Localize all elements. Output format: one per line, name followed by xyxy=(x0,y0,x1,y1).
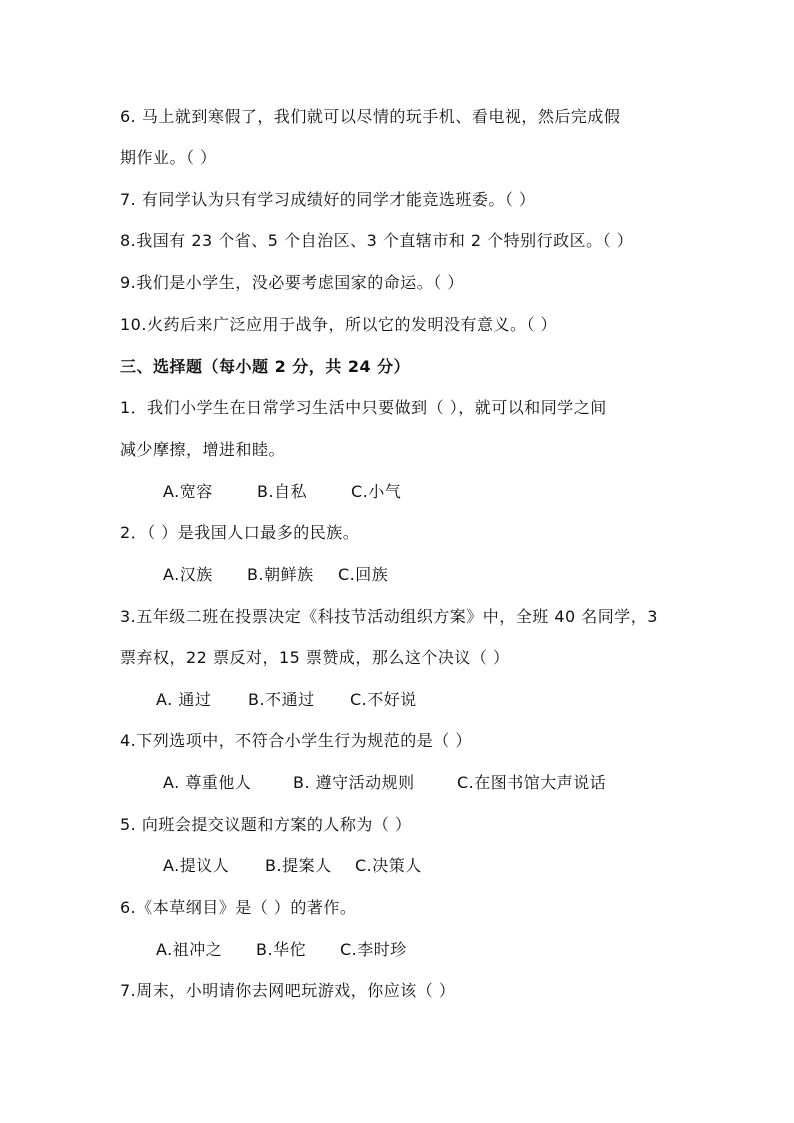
option-a: A. 通过 xyxy=(156,690,212,709)
option-a: A.祖冲之 xyxy=(156,940,223,959)
option-b: B.不通过 xyxy=(248,690,315,709)
option-b: B.自私 xyxy=(257,482,308,501)
option-b: B.朝鲜族 xyxy=(247,565,314,584)
judgment-q6-line2: 期作业。（ ） xyxy=(120,148,217,167)
choice-q2: 2．（ ）是我国人口最多的民族。 xyxy=(120,523,360,542)
choice-q6: 6.《本草纲目》是（ ）的著作。 xyxy=(120,898,357,917)
judgment-q6-line1: 6. 马上就到寒假了，我们就可以尽情的玩手机、看电视，然后完成假 xyxy=(120,107,621,126)
choice-q6-options xyxy=(156,940,407,960)
choice-q4: 4.下列选项中，不符合小学生行为规范的是（ ） xyxy=(120,731,472,750)
section-heading-choice: 三、选择题（每小题 2 分，共 24 分） xyxy=(120,357,411,376)
option-a: A.提议人 xyxy=(163,856,230,875)
choice-q3-options xyxy=(156,690,417,710)
choice-q5-options xyxy=(163,856,422,876)
choice-q5: 5. 向班会提交议题和方案的人称为（ ） xyxy=(120,815,412,834)
option-c: C.李时珍 xyxy=(340,940,407,959)
choice-q4-options xyxy=(163,773,606,793)
judgment-q10: 10.火药后来广泛应用于战争，所以它的发明没有意义。（ ） xyxy=(120,315,558,334)
choice-q3-line1: 3.五年级二班在投票决定《科技节活动组织方案》中，全班 40 名同学，3 xyxy=(120,607,658,626)
choice-q3-line2: 票弃权，22 票反对，15 票赞成，那么这个决议（ ） xyxy=(120,648,510,667)
judgment-q7: 7. 有同学认为只有学习成绩好的同学才能竞选班委。（ ） xyxy=(120,190,536,209)
option-c: C.小气 xyxy=(351,482,402,501)
option-c: C.决策人 xyxy=(355,856,422,875)
choice-q2-options xyxy=(163,565,388,585)
option-c: C.不好说 xyxy=(350,690,417,709)
option-c: C.回族 xyxy=(338,565,389,584)
option-a: A.汉族 xyxy=(163,565,213,584)
option-c: C.在图书馆大声说话 xyxy=(457,773,607,792)
option-b: B. 遵守活动规则 xyxy=(293,773,415,792)
choice-q1-line2: 减少摩擦，增进和睦。 xyxy=(120,440,286,459)
option-a: A. 尊重他人 xyxy=(163,773,252,792)
choice-q1-options xyxy=(163,482,401,502)
option-a: A.宽容 xyxy=(163,482,213,501)
choice-q1-line1: 1．我们小学生在日常学习生活中只要做到（ ），就可以和同学之间 xyxy=(120,398,607,417)
choice-q7: 7.周末，小明请你去网吧玩游戏，你应该（ ） xyxy=(120,981,456,1000)
judgment-q9: 9.我们是小学生，没必要考虑国家的命运。（ ） xyxy=(120,273,464,292)
option-b: B.提案人 xyxy=(265,856,332,875)
judgment-q8: 8.我国有 23 个省、5 个自治区、3 个直辖市和 2 个特别行政区。（ ） xyxy=(120,231,634,250)
option-b: B.华佗 xyxy=(256,940,307,959)
